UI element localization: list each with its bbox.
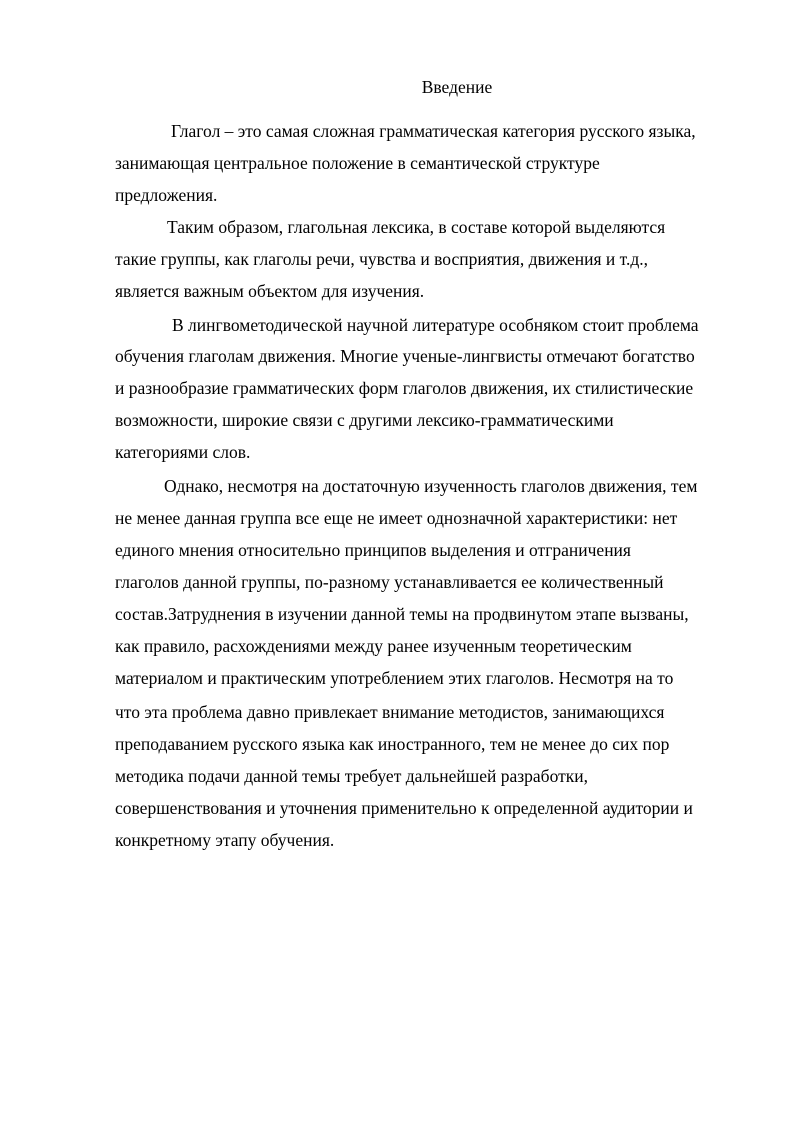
page-title: Введение [421,77,493,97]
paragraph-line: как правило, расхождениями между ранее изученным теоретическим [115,636,632,656]
paragraph-line: методика подачи данной темы требует дальнейшей разработки, [115,766,588,786]
paragraph-line: Таким образом, глагольная лексика, в составе которой выделяются [167,217,666,237]
paragraph-line: глаголов данной группы, по-разному устанавливается ее количественный [115,572,664,592]
paragraph-line: Глагол – это самая сложная грамматическая категория русского языка, [171,121,696,141]
paragraph-line: состав.Затруднения в изучении данной темы на продвинутом этапе вызваны, [115,604,689,624]
paragraph-line: занимающая центральное положение в семантической структуре [115,153,600,173]
paragraph-line: категориями слов. [115,442,251,462]
paragraph-line: возможности, широкие связи с другими лексико-грамматическими [115,410,614,430]
paragraph-line: конкретному этапу обучения. [115,830,335,850]
paragraph-line: что эта проблема давно привлекает внимание методистов, занимающихся [115,702,665,722]
paragraph-line: преподаванием русского языка как иностранного, тем не менее до сих пор [115,734,670,754]
paragraph-line: материалом и практическим употреблением этих глаголов. Несмотря на то [115,668,674,688]
paragraph-line: совершенствования и уточнения применительно к определенной аудитории и [115,798,693,818]
paragraph-line: единого мнения относительно принципов выделения и отграничения [115,540,631,560]
paragraph-line: является важным объектом для изучения. [115,281,425,301]
paragraph-line: Однако, несмотря на достаточную изученность глаголов движения, тем [164,476,698,496]
paragraph-line: и разнообразие грамматических форм глаголов движения, их стилистические [115,378,694,398]
paragraph-line: предложения. [115,185,218,205]
paragraph-line: В лингвометодической научной литературе особняком стоит проблема [172,315,699,335]
paragraph-line: не менее данная группа все еще не имеет однозначной характеристики: нет [115,508,678,528]
paragraph-line: такие группы, как глаголы речи, чувства и восприятия, движения и т.д., [115,249,649,269]
paragraph-line: обучения глаголам движения. Многие ученые-лингвисты отмечают богатство [115,346,695,366]
